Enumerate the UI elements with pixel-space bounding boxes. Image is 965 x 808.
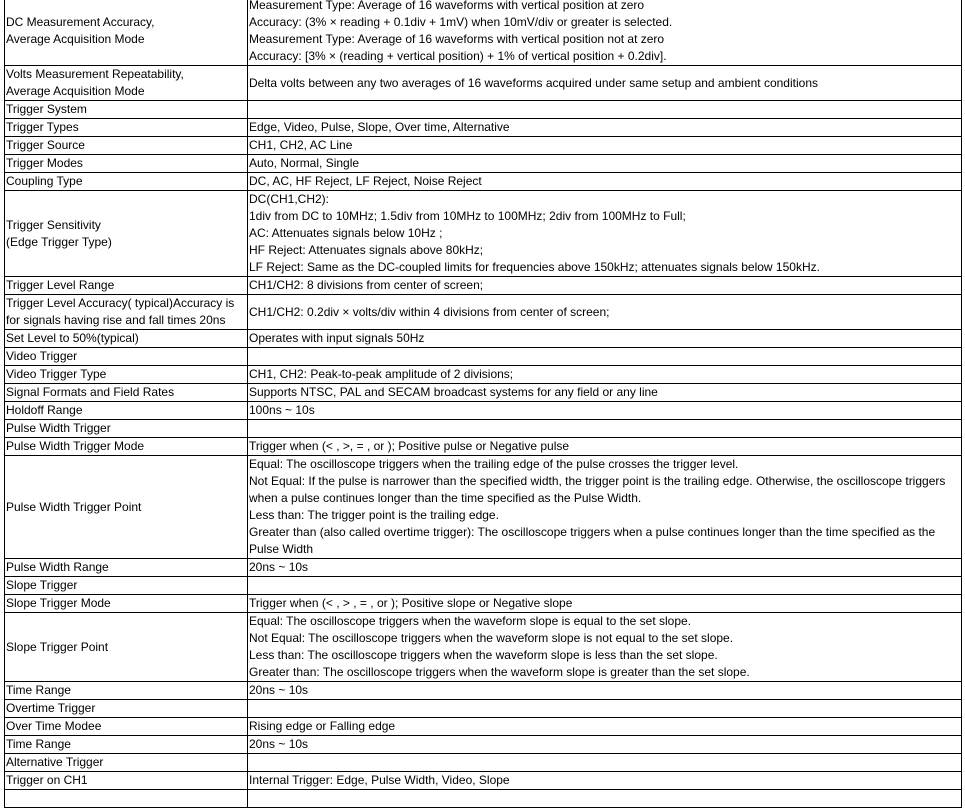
value-text: Less than: The oscilloscope triggers when the waveform slope is less than the set slope. bbox=[249, 648, 718, 662]
parameter-text: Pulse Width Trigger Mode bbox=[6, 439, 145, 453]
spec-row bbox=[5, 119, 962, 137]
parameter-cell bbox=[5, 402, 248, 420]
value-cell bbox=[248, 559, 962, 577]
parameter-text: Signal Formats and Field Rates bbox=[6, 385, 175, 399]
parameter-cell bbox=[5, 790, 248, 808]
parameter-cell bbox=[5, 577, 248, 595]
parameter-cell bbox=[5, 736, 248, 754]
value-text: Measurement Type: Average of 16 waveforms with vertical position not at zero bbox=[249, 32, 665, 46]
value-cell bbox=[248, 384, 962, 402]
value-text: HF Reject: Attenuates signals above 80kHz; bbox=[249, 243, 484, 257]
spec-row bbox=[5, 173, 962, 191]
parameter-text: Pulse Width Trigger bbox=[6, 421, 111, 435]
parameter-text: Trigger on CH1 bbox=[6, 773, 88, 787]
spec-row bbox=[5, 330, 962, 348]
spec-row bbox=[5, 402, 962, 420]
parameter-text: Average Acquisition Mode bbox=[6, 32, 145, 46]
value-cell bbox=[248, 456, 962, 559]
value-text: Rising edge or Falling edge bbox=[249, 719, 396, 733]
parameter-text: Set Level to 50%(typical) bbox=[6, 331, 139, 345]
parameter-cell bbox=[5, 155, 248, 173]
parameter-text: Time Range bbox=[6, 737, 71, 751]
value-text: Trigger when (< , > , = , or ); Positive slope or Negative slope bbox=[249, 596, 573, 610]
spec-row bbox=[5, 0, 962, 66]
parameter-cell bbox=[5, 119, 248, 137]
value-text: Accuracy: (3% × reading + 0.1div + 1mV) when 10mV/div or greater is selected. bbox=[249, 15, 673, 29]
parameter-cell bbox=[5, 682, 248, 700]
parameter-text: Average Acquisition Mode bbox=[6, 84, 145, 98]
value-text: Equal: The oscilloscope triggers when the waveform slope is equal to the set slope. bbox=[249, 614, 692, 628]
spec-row bbox=[5, 420, 962, 438]
spec-table bbox=[4, 0, 962, 808]
spec-row bbox=[5, 366, 962, 384]
spec-row bbox=[5, 137, 962, 155]
parameter-cell bbox=[5, 700, 248, 718]
value-cell bbox=[248, 700, 962, 718]
value-text: 20ns ~ 10s bbox=[249, 683, 309, 697]
value-text: Greater than: The oscilloscope triggers when the waveform slope is greater than the set slope. bbox=[249, 665, 750, 679]
spec-row bbox=[5, 718, 962, 736]
spec-row bbox=[5, 101, 962, 119]
parameter-text: Video Trigger bbox=[6, 349, 78, 363]
value-text: Delta volts between any two averages of 16 waveforms acquired under same setup and ambient conditions bbox=[249, 75, 818, 90]
value-text: 100ns ~ 10s bbox=[249, 403, 315, 417]
value-text: 20ns ~ 10s bbox=[249, 560, 309, 574]
parameter-cell bbox=[5, 330, 248, 348]
value-cell bbox=[248, 295, 962, 330]
value-cell bbox=[248, 155, 962, 173]
value-cell bbox=[248, 330, 962, 348]
parameter-cell bbox=[5, 277, 248, 295]
value-cell bbox=[248, 577, 962, 595]
spec-row bbox=[5, 66, 962, 101]
value-cell bbox=[248, 420, 962, 438]
spec-row bbox=[5, 772, 962, 790]
parameter-cell bbox=[5, 595, 248, 613]
value-text: Not Equal: If the pulse is narrower than the specified width, the trigger point is the trailing edge. Otherwise, the oscilloscope triggers when a pulse continues longer than the time specified as the Pulse Width. bbox=[249, 474, 946, 505]
spec-row bbox=[5, 682, 962, 700]
value-cell bbox=[248, 0, 962, 66]
value-cell bbox=[248, 277, 962, 295]
value-text: AC: Attenuates signals below 10Hz ; bbox=[249, 226, 443, 240]
spec-row bbox=[5, 438, 962, 456]
spec-row bbox=[5, 456, 962, 559]
spec-row bbox=[5, 754, 962, 772]
value-cell bbox=[248, 348, 962, 366]
parameter-text: Slope Trigger Mode bbox=[6, 596, 111, 610]
parameter-cell bbox=[5, 348, 248, 366]
spec-row bbox=[5, 191, 962, 277]
spec-row bbox=[5, 790, 962, 808]
parameter-cell bbox=[5, 438, 248, 456]
spec-row bbox=[5, 348, 962, 366]
value-text: Operates with input signals 50Hz bbox=[249, 331, 425, 345]
value-text: Internal Trigger: Edge, Pulse Width, Video, Slope bbox=[249, 773, 510, 787]
value-text: Less than: The trigger point is the trailing edge. bbox=[249, 508, 499, 522]
parameter-text: Trigger System bbox=[6, 102, 87, 116]
spec-row bbox=[5, 613, 962, 682]
parameter-cell bbox=[5, 173, 248, 191]
value-cell bbox=[248, 66, 962, 101]
parameter-text: Coupling Type bbox=[6, 174, 83, 188]
value-cell bbox=[248, 366, 962, 384]
parameter-cell bbox=[5, 613, 248, 682]
parameter-text: Volts Measurement Repeatability, bbox=[6, 67, 184, 81]
parameter-cell bbox=[5, 191, 248, 277]
parameter-cell bbox=[5, 456, 248, 559]
parameter-text: Holdoff Range bbox=[6, 403, 83, 417]
spec-row bbox=[5, 700, 962, 718]
value-text: Measurement Type: Average of 16 waveforms with vertical position at zero bbox=[249, 0, 645, 12]
parameter-cell bbox=[5, 772, 248, 790]
spec-row bbox=[5, 384, 962, 402]
value-cell bbox=[248, 682, 962, 700]
parameter-cell bbox=[5, 754, 248, 772]
parameter-text: Trigger Sensitivity bbox=[6, 217, 101, 232]
parameter-text: Overtime Trigger bbox=[6, 701, 96, 715]
value-cell bbox=[248, 790, 962, 808]
value-text: CH1/CH2: 0.2div × volts/div within 4 divisions from center of screen; bbox=[249, 304, 610, 319]
parameter-text: Slope Trigger Point bbox=[6, 639, 109, 654]
parameter-text: Pulse Width Range bbox=[6, 560, 109, 574]
parameter-text: for signals having rise and fall times 20ns bbox=[6, 313, 226, 327]
spec-table-body bbox=[5, 0, 962, 808]
spec-row bbox=[5, 595, 962, 613]
parameter-text: Alternative Trigger bbox=[6, 755, 104, 769]
value-cell bbox=[248, 718, 962, 736]
spec-row bbox=[5, 295, 962, 330]
parameter-cell bbox=[5, 295, 248, 330]
parameter-cell bbox=[5, 0, 248, 66]
spec-row bbox=[5, 736, 962, 754]
parameter-text: Trigger Modes bbox=[6, 156, 83, 170]
parameter-cell bbox=[5, 66, 248, 101]
value-text: Auto, Normal, Single bbox=[249, 156, 360, 170]
value-text: CH1, CH2: Peak-to-peak amplitude of 2 divisions; bbox=[249, 367, 514, 381]
parameter-cell bbox=[5, 718, 248, 736]
parameter-text: Time Range bbox=[6, 683, 71, 697]
spec-row bbox=[5, 577, 962, 595]
parameter-text: Slope Trigger bbox=[6, 578, 78, 592]
value-text: 20ns ~ 10s bbox=[249, 737, 309, 751]
value-cell bbox=[248, 402, 962, 420]
parameter-text: Over Time Modee bbox=[6, 719, 102, 733]
spec-row bbox=[5, 559, 962, 577]
value-cell bbox=[248, 595, 962, 613]
value-text: DC(CH1,CH2): bbox=[249, 192, 330, 206]
value-cell bbox=[248, 438, 962, 456]
parameter-text: (Edge Trigger Type) bbox=[6, 234, 112, 249]
value-text: Accuracy: [3% × (reading + vertical position) + 1% of vertical position + 0.2div]. bbox=[249, 49, 667, 63]
value-cell bbox=[248, 101, 962, 119]
parameter-text: Trigger Level Accuracy( typical)Accuracy is bbox=[6, 296, 235, 310]
parameter-text: DC Measurement Accuracy, bbox=[6, 15, 155, 29]
value-text: LF Reject: Same as the DC-coupled limits for frequencies above 150kHz; attenuates signals below 150kHz. bbox=[249, 260, 820, 274]
value-text: DC, AC, HF Reject, LF Reject, Noise Reject bbox=[249, 174, 482, 188]
value-cell bbox=[248, 119, 962, 137]
parameter-cell bbox=[5, 559, 248, 577]
parameter-cell bbox=[5, 101, 248, 119]
parameter-text: Trigger Types bbox=[6, 120, 79, 134]
parameter-cell bbox=[5, 384, 248, 402]
parameter-text: Trigger Source bbox=[6, 138, 85, 152]
value-text: Supports NTSC, PAL and SECAM broadcast systems for any field or any line bbox=[249, 385, 658, 399]
value-text: CH1, CH2, AC Line bbox=[249, 138, 353, 152]
value-text: Equal: The oscilloscope triggers when the trailing edge of the pulse crosses the trigger level. bbox=[249, 457, 739, 471]
parameter-cell bbox=[5, 366, 248, 384]
spec-row bbox=[5, 155, 962, 173]
value-cell bbox=[248, 772, 962, 790]
value-cell bbox=[248, 191, 962, 277]
parameter-cell bbox=[5, 137, 248, 155]
value-text: Trigger when (< , >, = , or ); Positive pulse or Negative pulse bbox=[249, 439, 570, 453]
value-text: 1div from DC to 10MHz; 1.5div from 10MHz to 100MHz; 2div from 100MHz to Full; bbox=[249, 209, 686, 223]
value-cell bbox=[248, 173, 962, 191]
spec-row bbox=[5, 277, 962, 295]
parameter-cell bbox=[5, 420, 248, 438]
value-cell bbox=[248, 754, 962, 772]
value-text: CH1/CH2: 8 divisions from center of screen; bbox=[249, 278, 484, 292]
value-text: Not Equal: The oscilloscope triggers when the waveform slope is not equal to the set slope. bbox=[249, 631, 734, 645]
parameter-text: Video Trigger Type bbox=[6, 367, 107, 381]
value-text: Greater than (also called overtime trigger): The oscilloscope triggers when a pulse continues longer than the time specified as the Pulse Width bbox=[249, 525, 936, 556]
parameter-text: Trigger Level Range bbox=[6, 278, 115, 292]
value-cell bbox=[248, 736, 962, 754]
value-text: Edge, Video, Pulse, Slope, Over time, Alternative bbox=[249, 120, 510, 134]
parameter-text: Pulse Width Trigger Point bbox=[6, 499, 142, 514]
value-cell bbox=[248, 613, 962, 682]
value-cell bbox=[248, 137, 962, 155]
